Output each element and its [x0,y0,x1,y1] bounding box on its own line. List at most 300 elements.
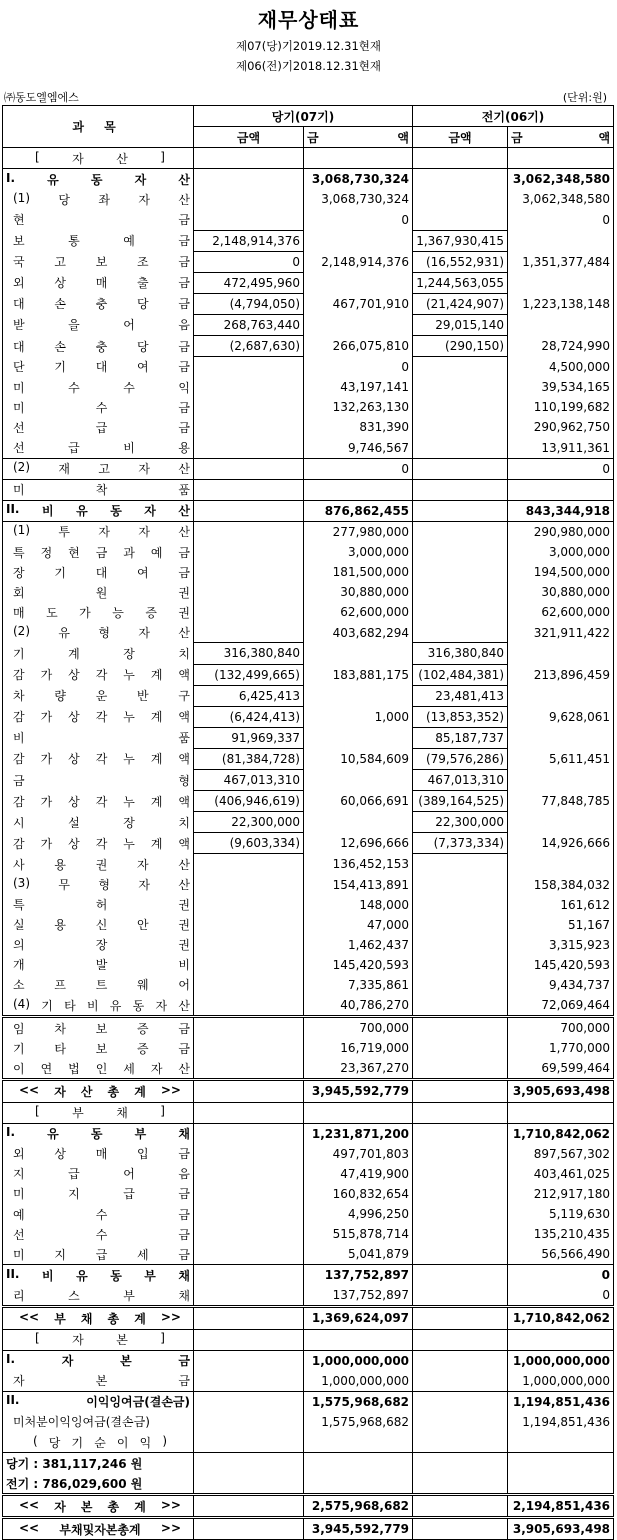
amount-a: 316,380,840 [194,643,304,664]
row-label: 미 수 금 [3,397,194,417]
amount-a [194,1285,304,1307]
amount-d [508,685,614,706]
amount-b: 266,075,810 [304,336,413,357]
amount-b: 3,945,592,779 [304,1080,413,1102]
empty-cell [194,1432,304,1453]
amount-d: 843,344,918 [508,500,614,521]
row-label: 시 설 장 치 [3,812,194,833]
amount-b: 137,752,897 [304,1285,413,1307]
amount-c: (16,552,931) [413,251,508,272]
amount-c [413,1307,508,1329]
amount-a [194,1350,304,1371]
amount-a [194,417,304,437]
statement-row [3,293,614,314]
empty-cell [508,1432,614,1453]
prior-header: 전기(06기) [413,106,614,127]
amount-c [413,895,508,915]
row-label: 감 가 상 각 누 계 액 [3,664,194,685]
amount-a: (9,603,334) [194,833,304,854]
empty-cell [413,1329,508,1350]
amount-a [194,1244,304,1265]
row-label: (2) 재 고 자 산 [3,458,194,479]
statement-row [3,706,614,727]
amount-a [194,1307,304,1329]
amount-d: 3,905,693,498 [508,1080,614,1102]
amount-b: 5,041,879 [304,1244,413,1265]
amount-c [413,479,508,500]
row-label: 감 가 상 각 누 계 액 [3,748,194,769]
statement-row [3,770,614,791]
amount-d: 2,194,851,436 [508,1495,614,1518]
amount-a [194,1080,304,1102]
amount-b: 183,881,175 [304,664,413,685]
amount-a: (132,499,665) [194,664,304,685]
amount-d: 403,461,025 [508,1164,614,1184]
amount-b: 30,880,000 [304,582,413,602]
amount-d: 0 [508,1265,614,1286]
statement-row [3,915,614,935]
amount-c: 467,013,310 [413,770,508,791]
statement-row [3,1144,614,1164]
amount-d [508,230,614,251]
amount-c [413,874,508,894]
row-label: << 자 산 총 계 >> [3,1080,194,1102]
amount-c [413,1184,508,1204]
amount-c: (79,576,286) [413,748,508,769]
amount-c [413,1350,508,1371]
current-header: 당기(07기) [194,106,413,127]
statement-row [3,1224,614,1244]
amount-b [304,770,413,791]
amount-a: (406,946,619) [194,791,304,812]
company-name: ㈜동도엘엠에스 [4,91,79,104]
prior-total-header: 금 액 [508,127,614,148]
amount-b: 47,000 [304,915,413,935]
amount-b: 160,832,654 [304,1184,413,1204]
amount-b [304,727,413,748]
amount-b: 1,000,000,000 [304,1350,413,1371]
amount-d: 69,599,464 [508,1058,614,1080]
amount-c [413,582,508,602]
statement-row [3,438,614,459]
amount-a [194,1371,304,1392]
row-label: 선 급 비 용 [3,438,194,459]
amount-d: 1,770,000 [508,1038,614,1058]
row-label: 기 타 보 증 금 [3,1038,194,1058]
amount-a [194,935,304,955]
row-label: 현 금 [3,209,194,230]
statement-row [3,748,614,769]
amount-d: 5,611,451 [508,748,614,769]
amount-b [304,314,413,335]
amount-d: 77,848,785 [508,791,614,812]
current-period: 제07(당)기2019.12.31현재 [236,39,381,53]
statement-row [3,1518,614,1540]
amount-c [413,1391,508,1412]
statement-row [3,1473,614,1495]
amount-b: 154,413,891 [304,874,413,894]
amount-b: 0 [304,209,413,230]
row-label: [ 자 본 ] [3,1329,194,1350]
amount-a [194,622,304,643]
amount-b [304,643,413,664]
row-label: II. 비 유 동 자 산 [3,500,194,521]
amount-d: 110,199,682 [508,397,614,417]
amount-c: 85,187,737 [413,727,508,748]
amount-b: 1,575,968,682 [304,1391,413,1412]
statement-row [3,895,614,915]
row-label: << 부채및자본총계 >> [3,1518,194,1540]
statement-row [3,1184,614,1204]
row-label: 미 지 급 세 금 [3,1244,194,1265]
empty-cell [508,1329,614,1350]
row-label: 미 착 품 [3,479,194,500]
amount-a [194,874,304,894]
amount-a [194,602,304,622]
amount-c [413,562,508,582]
amount-c [413,438,508,459]
statement-row [3,685,614,706]
row-label: [ 자 산 ] [3,148,194,169]
amount-b: 16,719,000 [304,1038,413,1058]
empty-cell [413,148,508,169]
empty-cell [413,1453,508,1474]
amount-a: 91,969,337 [194,727,304,748]
row-label: 임 차 보 증 금 [3,1017,194,1039]
amount-a [194,209,304,230]
amount-a [194,500,304,521]
empty-cell [194,1102,304,1123]
row-label: 장 기 대 여 금 [3,562,194,582]
statement-title: 재무상태표 [257,8,360,32]
amount-b: 2,575,968,682 [304,1495,413,1518]
statement-row [3,643,614,664]
amount-c: 23,481,413 [413,685,508,706]
amount-d: 51,167 [508,915,614,935]
amount-b: 47,419,900 [304,1164,413,1184]
amount-d: 700,000 [508,1017,614,1039]
row-label: 국 고 보 조 금 [3,251,194,272]
amount-c [413,1038,508,1058]
amount-a [194,1518,304,1540]
amount-a [194,1204,304,1224]
amount-c [413,458,508,479]
row-label: 자 본 금 [3,1371,194,1392]
amount-d: 321,911,422 [508,622,614,643]
empty-cell [194,1473,304,1495]
amount-c [413,1285,508,1307]
amount-a [194,377,304,397]
statement-row [3,727,614,748]
row-label: 선 급 금 [3,417,194,437]
statement-row [3,1204,614,1224]
amount-c [413,622,508,643]
amount-b: 136,452,153 [304,854,413,875]
empty-cell [304,1453,413,1474]
amount-a [194,1144,304,1164]
amount-b: 3,000,000 [304,542,413,562]
amount-c [413,1518,508,1540]
statement-row [3,1307,614,1329]
statement-row [3,209,614,230]
statement-row [3,1244,614,1265]
amount-a [194,1164,304,1184]
row-label: I. 유 동 자 산 [3,169,194,190]
amount-c [413,169,508,190]
statement-row [3,230,614,251]
amount-b: 1,000 [304,706,413,727]
statement-row [3,955,614,975]
statement-row [3,1017,614,1039]
subject-header: 과 목 [3,106,194,148]
amount-a: (4,794,050) [194,293,304,314]
amount-d [508,812,614,833]
row-label: 미 수 수 익 [3,377,194,397]
amount-a: (2,687,630) [194,336,304,357]
row-label: 매 도 가 능 증 권 [3,602,194,622]
amount-c [413,915,508,935]
amount-c [413,521,508,542]
amount-b: 831,390 [304,417,413,437]
amount-a: 0 [194,251,304,272]
amount-a: 472,495,960 [194,272,304,293]
amount-b: 876,862,455 [304,500,413,521]
amount-d [508,479,614,500]
amount-a [194,479,304,500]
row-label: 외 상 매 출 금 [3,272,194,293]
row-label: II. 비 유 동 부 채 [3,1265,194,1286]
amount-b: 148,000 [304,895,413,915]
amount-a [194,189,304,209]
amount-d: 0 [508,209,614,230]
amount-a [194,1184,304,1204]
statement-row [3,1285,614,1307]
amount-c [413,1123,508,1144]
statement-row [3,1432,614,1453]
current-amount-header: 금액 [194,127,304,148]
amount-a [194,1495,304,1518]
amount-a [194,1391,304,1412]
amount-a: 467,013,310 [194,770,304,791]
statement-row [3,664,614,685]
amount-c: (102,484,381) [413,664,508,685]
amount-d [508,770,614,791]
amount-b: 132,263,130 [304,397,413,417]
amount-d: 290,962,750 [508,417,614,437]
amount-a: 2,148,914,376 [194,230,304,251]
amount-b: 3,068,730,324 [304,169,413,190]
amount-b: 497,701,803 [304,1144,413,1164]
row-label: 차 량 운 반 구 [3,685,194,706]
amount-d: 0 [508,1285,614,1307]
amount-d [508,643,614,664]
amount-c [413,500,508,521]
amount-c [413,1017,508,1039]
row-label: 개 발 비 [3,955,194,975]
statement-row [3,1080,614,1102]
amount-c [413,1495,508,1518]
amount-c: 1,244,563,055 [413,272,508,293]
amount-c: (290,150) [413,336,508,357]
amount-b: 181,500,000 [304,562,413,582]
amount-a [194,975,304,995]
row-label: << 자 본 총 계 >> [3,1495,194,1518]
empty-cell [508,1102,614,1123]
amount-c [413,995,508,1017]
amount-b: 3,945,592,779 [304,1518,413,1540]
amount-c: 1,367,930,415 [413,230,508,251]
row-label: 감 가 상 각 누 계 액 [3,706,194,727]
empty-cell [194,148,304,169]
amount-b: 1,369,624,097 [304,1307,413,1329]
statement-row [3,1412,614,1432]
row-label: 대 손 충 당 금 [3,293,194,314]
amount-c [413,1144,508,1164]
statement-row [3,995,614,1017]
empty-cell [304,1432,413,1453]
amount-d: 1,351,377,484 [508,251,614,272]
row-label: 사 용 권 자 산 [3,854,194,875]
statement-row [3,169,614,190]
amount-c [413,377,508,397]
amount-a [194,397,304,417]
statement-row [3,1164,614,1184]
statement-row [3,500,614,521]
amount-d: 213,896,459 [508,664,614,685]
statement-row [3,314,614,335]
amount-c [413,955,508,975]
amount-c: (21,424,907) [413,293,508,314]
balance-sheet-table [2,105,614,1540]
statement-row [3,417,614,437]
statement-row [3,542,614,562]
empty-cell [413,1102,508,1123]
row-label: I. 자 본 금 [3,1350,194,1371]
statement-row [3,1391,614,1412]
amount-b: 403,682,294 [304,622,413,643]
empty-cell [508,148,614,169]
row-label: 실 용 신 안 권 [3,915,194,935]
amount-b: 700,000 [304,1017,413,1039]
amount-b: 62,600,000 [304,602,413,622]
amount-d: 3,000,000 [508,542,614,562]
statement-row [3,1371,614,1392]
statement-row [3,521,614,542]
amount-c: 22,300,000 [413,812,508,833]
amount-c [413,1265,508,1286]
amount-c [413,975,508,995]
row-label: 미 지 급 금 [3,1184,194,1204]
statement-row [3,1495,614,1518]
row-label: II. 이익잉여금(결손금) [3,1391,194,1412]
amount-b: 1,000,000,000 [304,1371,413,1392]
statement-row [3,1265,614,1286]
row-label: 받 을 어 음 [3,314,194,335]
amount-c [413,1204,508,1224]
amount-a [194,562,304,582]
amount-c [413,1080,508,1102]
amount-d: 0 [508,458,614,479]
unit-label: (단위:원) [562,91,607,104]
statement-row [3,336,614,357]
current-total-header: 금 액 [304,127,413,148]
prior-amount-header: 금액 [413,127,508,148]
row-label: << 부 채 총 계 >> [3,1307,194,1329]
amount-c [413,1244,508,1265]
amount-c: (13,853,352) [413,706,508,727]
empty-cell [413,1473,508,1495]
amount-d: 158,384,032 [508,874,614,894]
row-label: 감 가 상 각 누 계 액 [3,791,194,812]
statement-row [3,1350,614,1371]
amount-d: 13,911,361 [508,438,614,459]
amount-a: 6,425,413 [194,685,304,706]
amount-d: 9,628,061 [508,706,614,727]
row-label: (4) 기 타 비 유 동 자 산 [3,995,194,1017]
amount-a: (81,384,728) [194,748,304,769]
row-label: [ 부 채 ] [3,1102,194,1123]
statement-rows [3,148,614,1540]
amount-d: 212,917,180 [508,1184,614,1204]
statement-row [3,854,614,875]
amount-d: 897,567,302 [508,1144,614,1164]
row-label: 소 프 트 웨 어 [3,975,194,995]
statement-row [3,1102,614,1123]
statement-row [3,1058,614,1080]
statement-row [3,602,614,622]
empty-cell [304,148,413,169]
amount-b: 1,231,871,200 [304,1123,413,1144]
amount-c [413,935,508,955]
amount-d: 194,500,000 [508,562,614,582]
amount-d: 28,724,990 [508,336,614,357]
amount-b: 12,696,666 [304,833,413,854]
amount-a [194,1058,304,1080]
amount-c [413,542,508,562]
amount-c [413,397,508,417]
amount-a [194,521,304,542]
statement-row [3,1123,614,1144]
amount-d: 1,000,000,000 [508,1371,614,1392]
empty-cell [304,1102,413,1123]
amount-b: 43,197,141 [304,377,413,397]
amount-c [413,209,508,230]
statement-row [3,189,614,209]
empty-cell [413,1432,508,1453]
amount-d: 135,210,435 [508,1224,614,1244]
amount-d: 39,534,165 [508,377,614,397]
row-label: 예 수 금 [3,1204,194,1224]
amount-b: 4,996,250 [304,1204,413,1224]
amount-c [413,1412,508,1432]
row-label: 지 급 어 음 [3,1164,194,1184]
row-label: ( 당 기 순 이 익 ) [3,1432,194,1453]
amount-b: 40,786,270 [304,995,413,1017]
row-label: 리 스 부 채 [3,1285,194,1307]
amount-d [508,272,614,293]
row-label: I. 유 동 부 채 [3,1123,194,1144]
empty-cell [508,1473,614,1495]
statement-row [3,458,614,479]
row-label: 금 형 [3,770,194,791]
empty-cell [304,1329,413,1350]
amount-a [194,169,304,190]
statement-row [3,479,614,500]
amount-d [508,314,614,335]
row-label: 보 통 예 금 [3,230,194,251]
amount-d: 3,315,923 [508,935,614,955]
row-label: 미처분이익잉여금(결손금) [3,1412,194,1432]
